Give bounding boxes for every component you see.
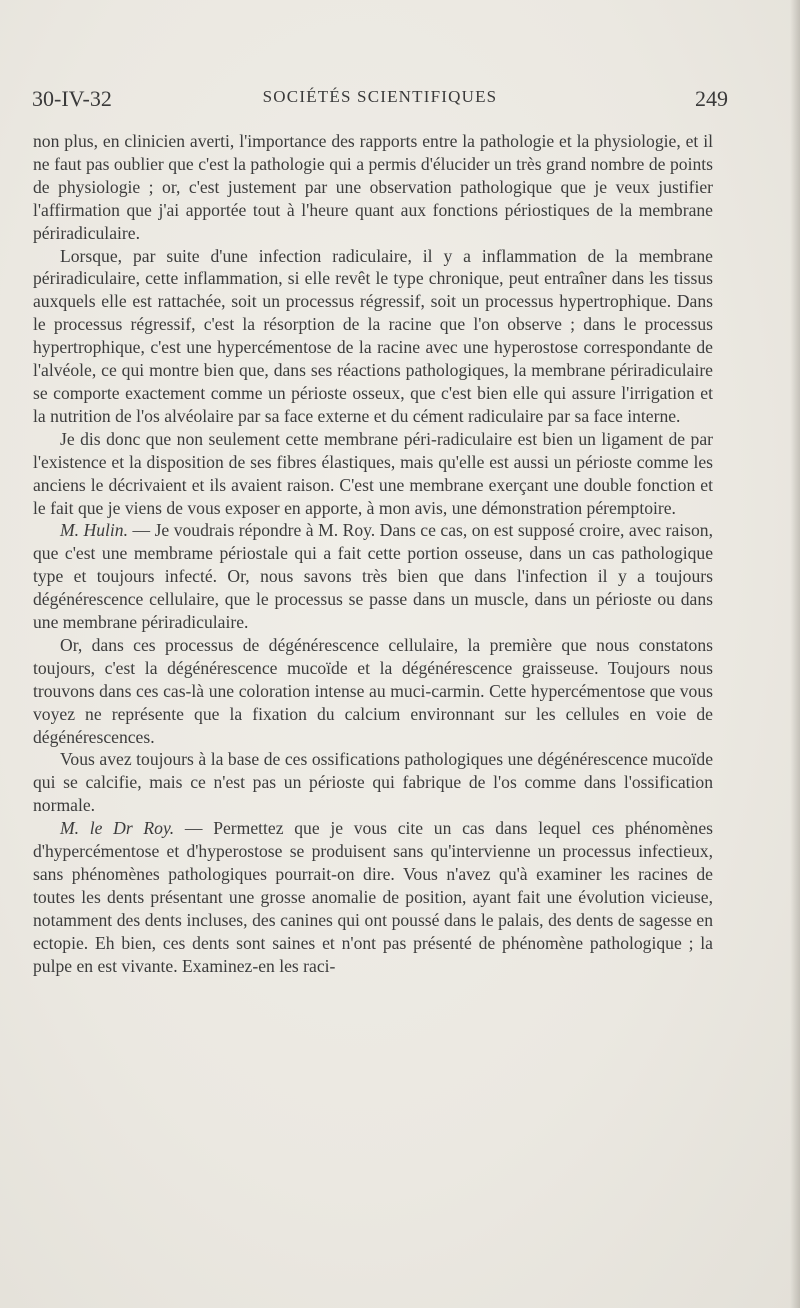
paragraph-text: — Permettez que je vous cite un cas dans lequel ces phénomènes d'hypercémentose et d'hyperostose se produisent sans qu'intervienne un processus infectieux, sans phénomènes pathologiques pourrait-on dire. Vous n'avez qu'à examiner les racines de toutes les dents présentant une grosse anomalie de position, ayant fait une évolution vicieuse, notamment des dents incluses, des canines qui ont poussé dans le palais, des dents de sagesse en ectopie. Eh bien, ces dents sont saines et n'ont pas présenté de phénomène pathologique ; la pulpe en est vivante. Examinez-en les raci- (33, 818, 714, 976)
paragraph (33, 634, 713, 749)
body-text (33, 130, 713, 978)
paragraph-text: Or, dans ces processus de dégénérescence cellulaire, la première que nous constatons toujours, c'est la dégénérescence mucoïde et la dégénérescence graisseuse. Toujours nous trouvons dans ces cas-là une coloration intense au muci-carmin. Cette hypercémentose que vous voyez ne représente que la fixation du calcium environnant sur les cellules en voie de dégénérescences. (33, 634, 713, 747)
header-title: SOCIÉTÉS SCIENTIFIQUES (262, 87, 498, 106)
paragraph-text: Vous avez toujours à la base de ces ossifications pathologiques une dégénérescence mucoïde qui se calcifie, mais ce n'est pas un périoste qui fabrique de l'os comme dans l'ossification normale. (33, 749, 713, 816)
paragraph-text: — Je voudrais répondre à M. Roy. Dans ce cas, on est supposé croire, avec raison, que c'est une membrame périostale qui a fait cette portion osseuse, dans un cas pathologique type et toujours infecté. Or, nous savons très bien que dans l'infection il y a toujours dégénérescence cellulaire, que le processus se passe dans un muscle, dans un périoste ou dans une membrane périradiculaire. (33, 520, 713, 633)
running-header (32, 86, 728, 116)
paragraph (33, 519, 713, 634)
page-number: 249 (695, 86, 728, 111)
paragraph (33, 748, 713, 817)
speaker-name: M. Hulin. (60, 520, 129, 541)
paragraph-text: Lorsque, par suite d'une infection radiculaire, il y a inflammation de la membrane périradiculaire, cette inflammation, si elle revêt le type chronique, peut entraîner dans les tissus auxquels elle est rattachée, soit un processus régressif, soit un processus hypertrophique. Dans le processus régressif, c'est la résorption de la racine que l'on observe ; dans le processus hypertrophique, c'est une hypercémentose de la racine avec une hyperostose correspondante de l'alvéole, ce qui montre bien que, dans ses réactions pathologiques, la membrane périradiculaire se comporte exactement comme un périoste osseux, que c'est bien elle qui assure l'irrigation et la nutrition de l'os alvéolaire par sa face externe et du cément radiculaire par sa face interne. (33, 245, 713, 426)
paragraph-text: Je dis donc que non seulement cette membrane péri-radiculaire est bien un ligament de par l'existence et la disposition de ses fibres élastiques, mais qu'elle est aussi un périoste comme les anciens le décrivaient et ils avaient raison. C'est une membrane exerçant une double fonction et le fait que je viens de vous exposer en apporte, à mon avis, une démonstration péremptoire. (33, 428, 713, 518)
paragraph (33, 817, 713, 977)
speaker-name: M. le Dr Roy. (60, 818, 175, 839)
paragraph-text: non plus, en clinicien averti, l'importance des rapports entre la pathologie et la physiologie, et il ne faut pas oublier que c'est la pathologie qui a permis d'élucider un très grand nombre de points de physiologie ; or, c'est justement par une observation pathologique que je veux justifier l'affirmation que j'ai apportée tout à l'heure quant aux fonctions périostiques de la membrane périradiculaire. (33, 131, 713, 243)
paragraph (33, 245, 713, 428)
paragraph (33, 428, 713, 520)
header-date: 30-IV-32 (32, 86, 112, 111)
paragraph (33, 130, 713, 245)
page-edge-shadow (790, 0, 800, 1308)
